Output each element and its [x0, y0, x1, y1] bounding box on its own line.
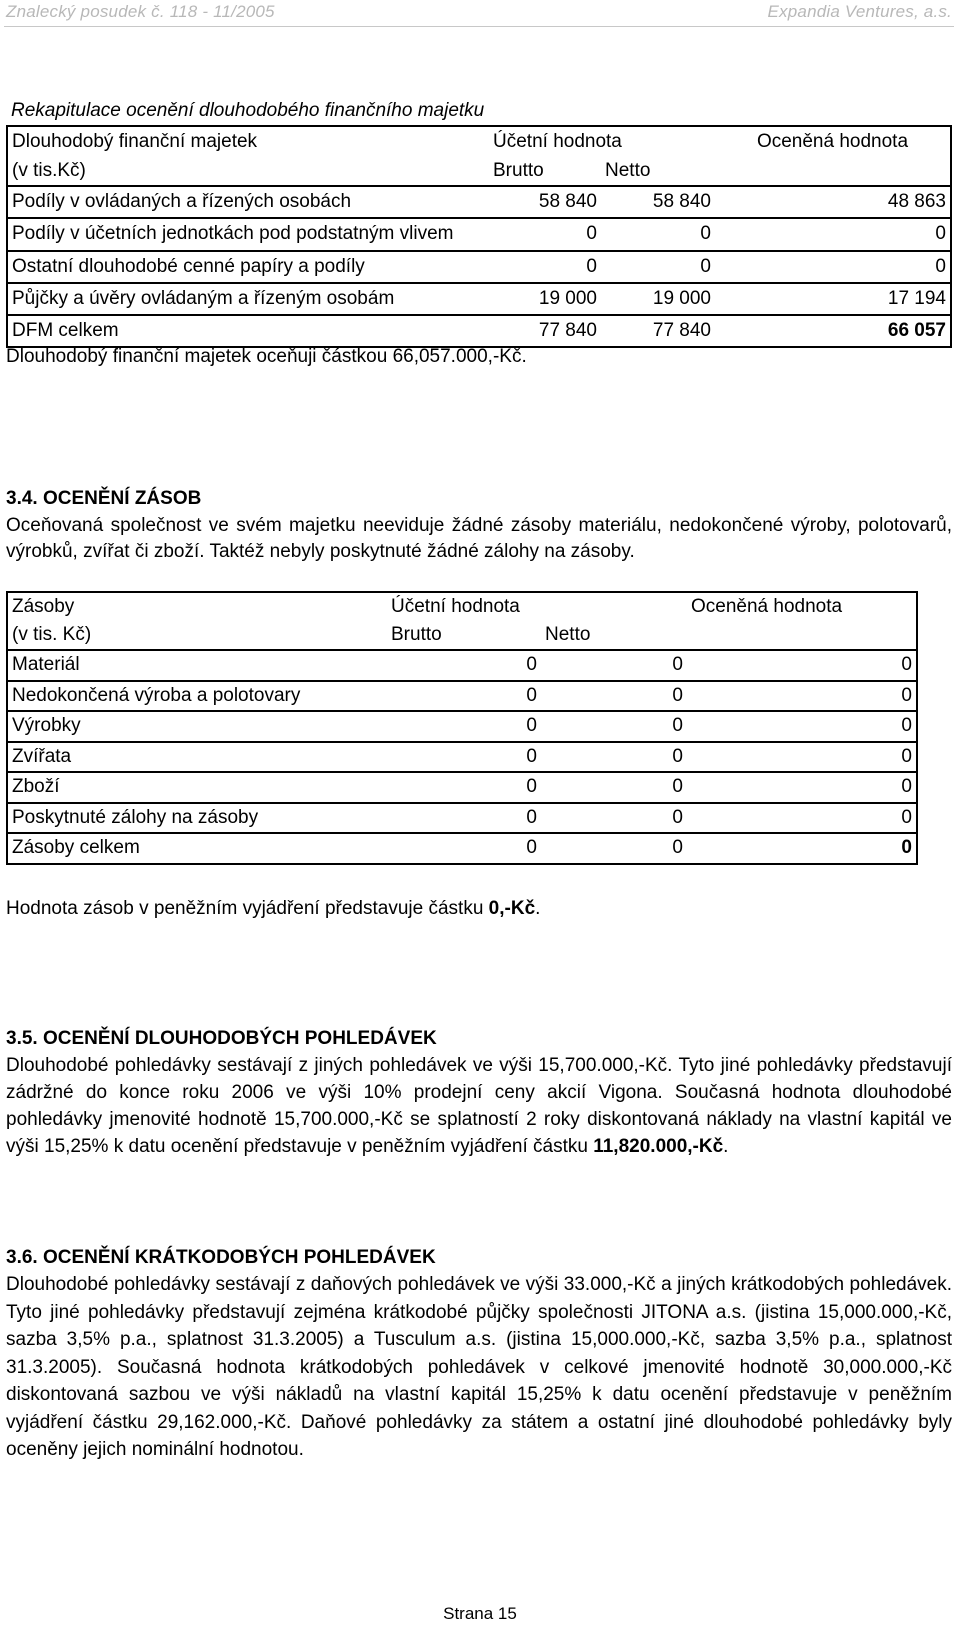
row-valued: 66 057: [715, 315, 951, 347]
page-number: Strana 15: [443, 1604, 517, 1623]
row-label: Nedokončená výroba a polotovary: [7, 681, 387, 712]
row-netto: 0: [541, 711, 687, 742]
row-brutto: 0: [387, 681, 541, 712]
table-row: [7, 251, 951, 283]
zasoby-col-valued: Oceněná hodnota: [687, 592, 917, 621]
kratkodobe-paragraph: Dlouhodobé pohledávky sestávají z daňových pohledávek ve výši 33.000,-Kč a jiných krátkodobých pohledávek. Tyto jiné pohledávky představují zejména krátkodobé půjčky společnosti JITONA a.s. (jistina 15,000.000,-Kč, sazba 3,5% p.a., splatnost 31.3.2005) a Tusculum a.s. (jistina 15,000.000,-Kč, sazba 3,5% p.a., splatnost 31.3.2005). Současná hodnota krátkodobých pohledávek v celkové jmenovité hodnotě 30,000.000,-Kč diskontovaná sazbou ve výši nákladů na vlastní kapitál 15,25% k datu ocenění představuje v peněžním vyjádření částku 29,162.000,-Kč. Daňové pohledávky za státem a ostatní jiné dlouhodobé pohledávky byly oceněny jejich nominální hodnotou.: [6, 1274, 952, 1460]
table-row: [7, 711, 917, 742]
dlouhodobe-value: 11,820.000,-Kč: [593, 1136, 724, 1157]
row-label: Ostatní dlouhodobé cenné papíry a podíly: [7, 251, 489, 283]
row-brutto: 0: [387, 833, 541, 864]
row-brutto: 0: [489, 251, 601, 283]
zasoby-col-name: Zásoby: [7, 592, 387, 621]
row-valued: 0: [715, 218, 951, 250]
row-netto: 0: [541, 681, 687, 712]
row-netto: 0: [541, 742, 687, 773]
table-row: [7, 218, 951, 250]
row-netto: 0: [601, 218, 715, 250]
table-row: [7, 650, 917, 681]
table-row: [7, 742, 917, 773]
row-brutto: 77 840: [489, 315, 601, 347]
table-row: [7, 681, 917, 712]
table-row: [7, 772, 917, 803]
dfm-recap-table: [6, 96, 952, 348]
row-label: DFM celkem: [7, 315, 489, 347]
row-netto: 19 000: [601, 283, 715, 315]
dfm-col-name: Dlouhodobý finanční majetek: [7, 126, 489, 156]
row-brutto: 0: [387, 742, 541, 773]
table-total-row: [7, 315, 951, 347]
row-netto: 0: [601, 251, 715, 283]
dfm-col-netto: Netto: [601, 156, 715, 186]
zasoby-col-netto: Netto: [541, 621, 687, 650]
table-row: [7, 186, 951, 218]
document-header-company: Expandia Ventures, a.s.: [767, 2, 952, 21]
row-valued: 0: [687, 711, 917, 742]
row-label: Zásoby celkem: [7, 833, 387, 864]
row-label: Materiál: [7, 650, 387, 681]
section-heading-zasoby: 3.4. OCENĚNÍ ZÁSOB: [6, 488, 202, 509]
row-label: Podíly v účetních jednotkách pod podstatným vlivem: [7, 218, 489, 250]
row-netto: 0: [541, 650, 687, 681]
zasoby-summary-value: 0,-Kč: [488, 898, 536, 919]
row-brutto: 0: [387, 772, 541, 803]
zasoby-table: [6, 591, 918, 865]
row-valued: 48 863: [715, 186, 951, 218]
zasoby-paragraph: Oceňovaná společnost ve svém majetku neeviduje žádné zásoby materiálu, nedokončené výroby, polotovarů, výrobků, zvířat či zboží. Taktéž nebyly poskytnuté žádné zálohy na zásoby.: [6, 515, 952, 562]
zasoby-summary: Hodnota zásob v peněžním vyjádření představuje částku 0,-Kč.: [6, 898, 541, 919]
row-label: Zvířata: [7, 742, 387, 773]
table-row: [7, 283, 951, 315]
zasoby-col-brutto: Brutto: [387, 621, 541, 650]
dfm-col-book-value: Účetní hodnota: [489, 126, 715, 156]
row-valued: 0: [687, 833, 917, 864]
row-label: Půjčky a úvěry ovládaným a řízeným osobám: [7, 283, 489, 315]
table-row: [7, 803, 917, 834]
dfm-col-brutto: Brutto: [489, 156, 601, 186]
row-valued: 17 194: [715, 283, 951, 315]
dfm-col-unit: (v tis.Kč): [7, 156, 489, 186]
row-valued: 0: [687, 742, 917, 773]
header-divider: [4, 26, 954, 27]
row-valued: 0: [687, 803, 917, 834]
row-brutto: 0: [387, 711, 541, 742]
section-heading-dlouhodobe: 3.5. OCENĚNÍ DLOUHODOBÝCH POHLEDÁVEK: [6, 1028, 437, 1049]
row-valued: 0: [687, 650, 917, 681]
row-netto: 77 840: [601, 315, 715, 347]
row-brutto: 19 000: [489, 283, 601, 315]
row-brutto: 0: [489, 218, 601, 250]
section-heading-kratkodobe: 3.6. OCENĚNÍ KRÁTKODOBÝCH POHLEDÁVEK: [6, 1247, 436, 1268]
row-netto: 0: [541, 833, 687, 864]
document-header-title: Znalecký posudek č. 118 - 11/2005: [6, 2, 275, 21]
dfm-summary: Dlouhodobý finanční majetek oceňuji částkou 66,057.000,-Kč.: [6, 346, 527, 367]
dfm-col-valued: Oceněná hodnota: [715, 126, 951, 156]
zasoby-col-book-value: Účetní hodnota: [387, 592, 687, 621]
row-brutto: 58 840: [489, 186, 601, 218]
row-label: Poskytnuté zálohy na zásoby: [7, 803, 387, 834]
row-valued: 0: [687, 772, 917, 803]
row-brutto: 0: [387, 650, 541, 681]
table-total-row: [7, 833, 917, 864]
dfm-table-title: Rekapitulace ocenění dlouhodobého finančního majetku: [11, 99, 485, 121]
row-label: Podíly v ovládaných a řízených osobách: [7, 186, 489, 218]
dlouhodobe-paragraph: Dlouhodobé pohledávky sestávají z jiných pohledávek ve výši 15,700.000,-Kč. Tyto jiné pohledávky představují zádržné do konce roku 2006 ve výši 10% prodejní ceny akcií Vigona. Současná hodnota dlouhodobé pohledávky jmenovité hodnotě 15,700.000,-Kč se splatností 2 roky diskontovaná náklady na vlastní kapitál ve výši 15,25% k datu ocenění představuje v peněžním vyjádření částku 11,820.000,-Kč.: [6, 1055, 952, 1157]
row-netto: 0: [541, 803, 687, 834]
zasoby-col-unit: (v tis. Kč): [7, 621, 387, 650]
row-valued: 0: [687, 681, 917, 712]
row-valued: 0: [715, 251, 951, 283]
row-label: Zboží: [7, 772, 387, 803]
row-netto: 0: [541, 772, 687, 803]
row-netto: 58 840: [601, 186, 715, 218]
row-label: Výrobky: [7, 711, 387, 742]
row-brutto: 0: [387, 803, 541, 834]
